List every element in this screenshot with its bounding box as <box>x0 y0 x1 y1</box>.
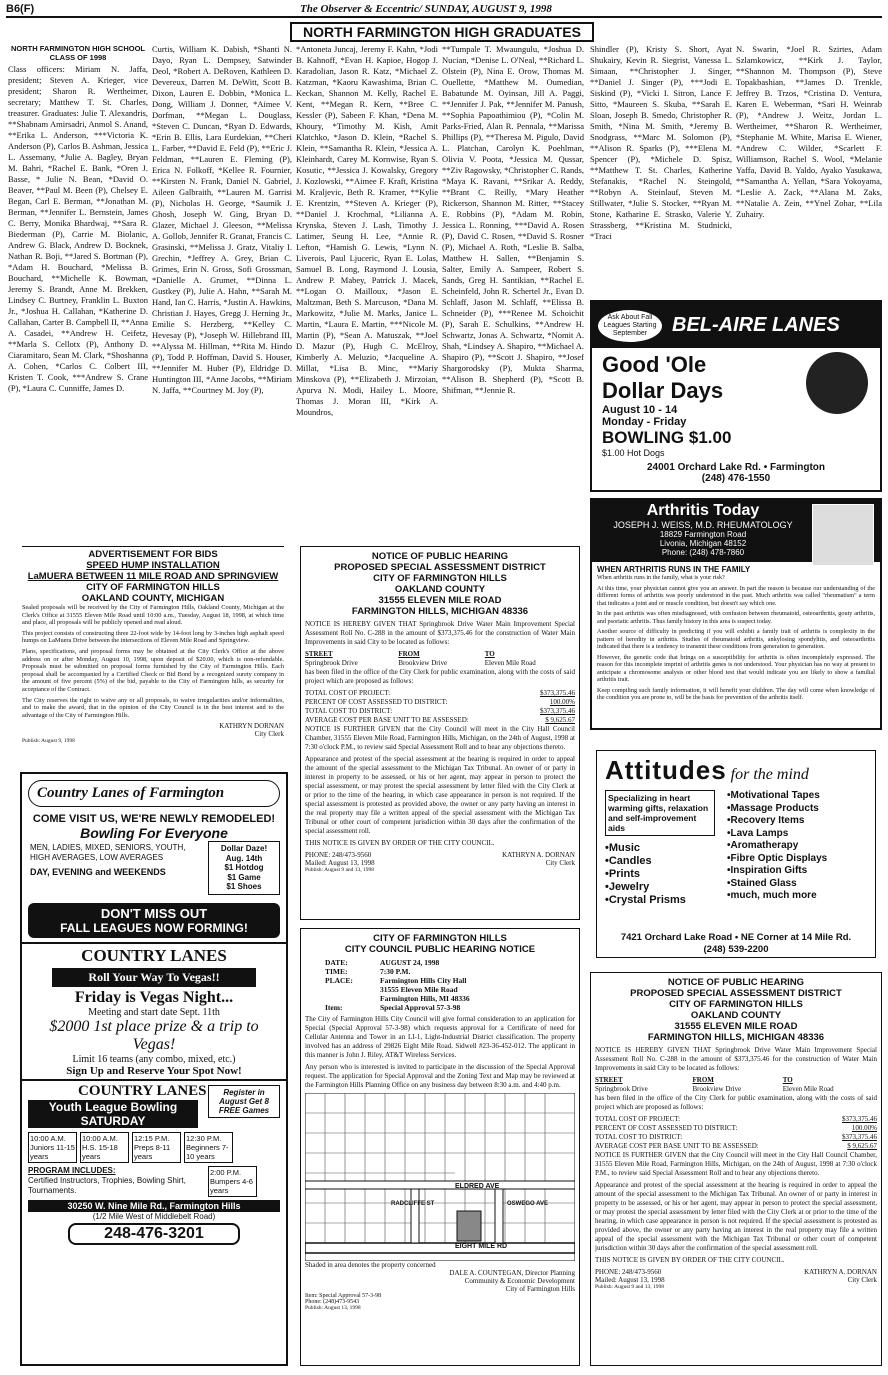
doctor-phone: Phone: (248) 478-7860 <box>661 548 745 557</box>
doctor-photo <box>812 504 874 566</box>
notice1-publish: Publish: August 9 and 13, 1998 <box>305 867 375 873</box>
bids-p1: Sealed proposals will be received by the City of Farmington Hills, Oakland County, Michigan at the Clerk's Office at 31555 Eleven Mile Road until 10:00 a.m., Tuesday, August 18, 1998, at which time and place, all proposals will be publicly opened and read aloud. <box>22 604 284 627</box>
bids-p4: The City reserves the right to waive any or all proposals, to waive irregularities and/or informalities, and to make the award, that in the opinion of the City Council is in the best interest and to the advantage of the City of Farmington Hills. <box>22 696 284 719</box>
dollar-daze-badge <box>208 841 280 895</box>
bids-publish: Publish: August 9, 1998 <box>22 738 75 745</box>
notice1-title-3: CITY OF FARMINGTON HILLS <box>373 573 507 584</box>
attitudes-right-item-2: •Recovery Items <box>727 815 805 826</box>
doctor-address-2: Livonia, Michigan 48152 <box>659 539 747 548</box>
notice1-title-5: 31555 ELEVEN MILE ROAD <box>378 595 502 606</box>
notice1-c3: TOTAL COST TO DISTRICT: <box>305 707 393 715</box>
good-ole-heading: Good 'Ole <box>602 352 707 377</box>
sign-up: Sign Up and Reserve Your Spot Now! <box>66 1065 242 1077</box>
grads-text-1: Class officers: Miriam N. Jaffa, president; Steven A. Krieger, vice president; Sharon R. Wertheimer, secretary; Matthew T. St. Charles, treasurer. Graduates: Julie T. Alexandris, **Shabnam Amirsadri, Anmol S. Anand, **Erika L. Anderson, ***Victoria K. Anderson (P), Carlos B. Ashman, Jessica L. Assemany, *Julie A. Bagley, Bryan M. Bahri, *Rachel E. Bank, *Oren J. Basse, * Julie N. Bean, *David O. Beaver, **Paul M. Been (P), Chelsey E. Began, Carl E. Berman, **Jonathan M. Berman, **Jennifer L. Bernstein, James C. Berry, Monika Bhardwaj, **Sara R. Biederman (P), Carrie M. Biolanic, Andrew G. Black, Andrew D. Bocknek, Nathan R. Boji, **Jared S. Bortman (P), *Adam H. Bouchard, *Melissa B. Bouchard, **Michelle K. Bowman, Jeremy S. Brandt, Anne M. Brekken, Lindsey C. Burtney, Franklin L. Buxton Jr., *Joshua H. Callahan, *Katherine D. Callahan, Carter B. Campbell II, **Anna A. Casadei, **Andrew H. Ceifetz, **Marla S. Cellotx (P), Anthony D. Ciaramitaro, Sean M. Clark, *Shoshanna A. Cohen, *Carlos C. Colbert III, Kristen T. Cook, ***Andrew S. Crane (P), *Laura C. Cunniffe, James D. <box>8 64 148 393</box>
hearing-publish: Publish: August 13, 1998 <box>305 1305 361 1311</box>
attitudes-title: Attitudes <box>605 755 727 785</box>
hearing-sig-1: DALE A. COUNTEGAN, Director Planning <box>449 1269 575 1277</box>
belaire-lanes-ad <box>590 300 882 492</box>
grads-column-6 <box>736 44 882 292</box>
bids-p3: Plans, specifications, and proposal forms may be obtained at the City Clerk's Office at the above address on or after Monday, August 10, 1998, upon deposit of $20.00, which is non-refundable. Proposals must be submitted on proposal forms furnished by the City of Farmington Hills. Each proposal shall be accompanied by a Certified Check or Bid Bond by a recognized surety company in the amount of five percent (5%) of the bid, payable to the City of Farmington hills, as security for acceptance of the Contract. <box>22 647 284 693</box>
arthritis-question: When arthritis runs in the family, what is your risk? <box>597 574 725 581</box>
dollar-daze-4: $1 Game <box>227 872 261 882</box>
notice1-cost-table <box>305 689 575 725</box>
meeting-date: Meeting and start date Sept. 11th <box>88 1007 220 1018</box>
attitudes-right-item-0: •Motivational Tapes <box>727 790 820 801</box>
dollar-daze-2: Aug. 14th <box>225 853 263 863</box>
hearing-phone: Phone: (248)473-9543 <box>305 1299 360 1305</box>
hearing-details <box>325 958 470 1012</box>
notice1-sig: KATHRYN A. DORNAN <box>502 851 575 859</box>
bids-notice <box>20 546 286 760</box>
arthritis-p1: At this time, your physician cannot give you an answer. In part the reason is because our understanding of the different forms of arthritis was poorly understood in the past. Much arthritis was called "rheumatism" a term that indicates a joint and or muscle condition, but doesn't say which one. <box>597 584 875 607</box>
hearing-sig-3: City of Farmington Hills <box>505 1285 575 1293</box>
notice2-mailed: Mailed: August 13, 1998 <box>595 1276 665 1284</box>
hearing-p2: Any person who is interested is invited to participate in the discussion of the Special Approval request. The application for Special Approval and the Zoning Text and Map may be reviewed at the Farmington Hills Planning Office on any business day between 8:30 a.m. and 4:40 p.m. <box>305 1063 575 1089</box>
bids-signature-title: City Clerk <box>254 730 284 739</box>
grads-text-3: *Antoneta Juncaj, Jeremy F. Kahn, *Jodi B. Kahnoff, *Evan H. Kapioe, Hogop J. Karadolian, Jason R. Katz, *Michael Z. Katzman, *Kaoru Kawashima, Brian C. Keckan, Shannon M. Kelly, Rachel E. Kent, **Megan R. Kern, **Bree C. Kessler (P), Sabeen F. Khan, *Dena M. Khoury, *Timothy M. Kish, Amit Klatchko, *Jason D. Klein, *Rachel S. Klein, **Samantha R. Klein, *Jessica A. Kleinhardt, Carey M. Kornwise, Ryan S. Kosutic, **Jessica J. Kowalsky, Gregory J. Kozlowski, **Aimee F. Kraft, Kristina M. Kraljevic, Beth R. Kramer, **Kylie E. Krentzin, **Steven A. Krieger (P), **Daniel J. Krochmal, *Lilianna A. Krynska, Steven J. Lash, Timothy J. Latimer, Seung H. Lee, *Annie R. Lefton, *Hamish G. Lewis, *Lynn N. Liverois, Paul Ljuceric, Ryan E. Lolas, Samuel B. Long, Raymond J. Lousia, Andrew P. Mabey, Patrick J. Macek, **Logan O. Mailloux, *Jason E. Maltzman, Beth S. Marcuson, *Dana M. Markowitz, *Julie M. Marks, Janice L. Martin, *Laura E. Martin, ***Nicole M. Martin (P), *Sean A. Matuszak, **Joel D. Mazur (P), Hugh C. McElroy, Kimberly A. Meluzio, *Jacqueline A. Millat, *Lisa B. Minc, **Mariy Minskova (P), **Elizabeth J. Mirzoian, Apurva N. Modi, Hailey L. Moore, Thomas J. Moran III, *Kirk A. Moundros, <box>296 44 438 417</box>
bids-title-3: LaMUERA BETWEEN 11 MILE ROAD AND SPRINGVIEW <box>27 571 279 582</box>
session-preps: 12:15 P.M. Preps 8-11 years <box>132 1132 181 1163</box>
notice2-title-5: 31555 ELEVEN MILE ROAD <box>674 1021 798 1032</box>
attitudes-specializing: Specializing in heart warming gifts, relaxation and self-improvement aids <box>605 790 715 836</box>
hearing-item-2: Item: Special Approval 57-3-98 <box>305 1293 382 1299</box>
map-radcliffe: RADCLIFFE ST <box>391 1201 435 1207</box>
notice2-publish: Publish: August 9 and 13, 1998 <box>595 1284 665 1290</box>
hearing-time-label: TIME: <box>325 967 348 976</box>
notice1-mailed: Mailed: August 13, 1998 <box>305 859 375 867</box>
arthritis-p5: Keep compiling such family information, it will benefit your children. The day will come when knowledge of the condition you are prone to, will be the basis for prevention of the arthritis itself. <box>597 686 875 701</box>
notice2-location-table <box>595 1076 877 1094</box>
attitudes-subtitle: for the mind <box>730 766 809 783</box>
notice1-location-table <box>305 650 575 668</box>
notice2-h-to: TO <box>782 1076 793 1084</box>
bids-title-2: SPEED HUMP INSTALLATION <box>86 560 220 571</box>
notice2-street: Springbrook Drive <box>595 1085 648 1093</box>
bids-signature: KATHRYN DORNAN <box>219 722 284 731</box>
country-lanes-ad <box>20 772 288 1366</box>
notice2-c2: PERCENT OF COST ASSESSED TO DISTRICT: <box>595 1124 738 1132</box>
attitudes-right-item-7: •Stained Glass <box>727 877 797 889</box>
country-lanes-address: 30250 W. Nine Mile Rd., Farmington Hills <box>28 1200 280 1212</box>
notice1-p4: Appearance and protest of the special assessment at the hearing is required in order to appeal the amount of the special assessment to the Michigan Tax Tribunal. An owner of or party in interest in property to be assessed, or his or her agent, may appear in person to protect the special assessment, or may protest the special assessment by letter filed with the City Clerk at or prior to the time of the hearing, in which case appearance in person is not required. If the special assessment is protested as provided above, the owner or any party having an interest in the real property may file a written appeal of the special assessment with the Michigan Tax Tribunal or other court of competent jurisdiction within 30 days after the confirmation of the special assessment roll. <box>305 755 575 835</box>
bids-p2: This project consists of constructing three 22-foot wide by 14-foot long by 3-inches high asphalt speed humps on LaMuera Drive between the intersections of Eleven Mile Road and Springview. <box>22 629 284 645</box>
map-caption: Shaded in area denotes the property concerned <box>305 1261 436 1269</box>
hearing-date: AUGUST 24, 1998 <box>380 958 440 967</box>
league-times: DAY, EVENING and WEEKENDS <box>30 867 166 877</box>
hearing-date-label: DATE: <box>325 958 348 967</box>
dollar-daze-5: $1 Shoes <box>226 882 262 891</box>
youth-league: Youth League Bowling <box>28 1100 198 1114</box>
notice2-title-6: FARMINGTON HILLS, MICHIGAN 48336 <box>647 1032 825 1043</box>
hearing-place-2: 31555 Eleven Mile Road <box>380 985 458 994</box>
dont-miss-out: DON'T MISS OUT <box>100 906 208 921</box>
notice2-sig-title: City Clerk <box>847 1276 877 1284</box>
notice2-v2: 100.00% <box>851 1124 877 1132</box>
hearing-sig-2: Community & Economic Development <box>464 1277 575 1285</box>
notice1-p3: NOTICE IS FURTHER GIVEN that the City Council will meet in the City Hall Council Chamber, 31555 Eleven Mile Road, Farmington Hills, Michigan, on the 24th of August, 1998 at 7:30 o'clock P.M., to review said Special Assessment Roll and to hear any objections thereto. <box>305 725 575 751</box>
attitudes-left-item-3: •Jewelry <box>605 881 650 893</box>
notice1-title-2: PROPOSED SPECIAL ASSESSMENT DISTRICT <box>334 562 546 573</box>
shaded-property <box>457 1211 481 1241</box>
belaire-dates: August 10 - 14 <box>602 404 678 416</box>
dollar-daze-3: $1 Hotdog <box>224 863 264 872</box>
notice1-p5: THIS NOTICE IS GIVEN BY ORDER OF THE CITY COUNCIL. <box>305 839 495 847</box>
hearing-title-1: CITY OF FARMINGTON HILLS <box>373 933 507 944</box>
session-beginners: 12:30 P.M. Beginners 7-10 years <box>184 1132 233 1163</box>
arthritis-p2: In the past arthritis was often misdiagnosed, with confusion between rheumatoid, osteoarthritis, gouty arthritis, and psoriatic arthritis. Thus family history in this area is suspect today. <box>597 610 875 625</box>
notice2-from: Brookview Drive <box>692 1085 742 1093</box>
attitudes-ad <box>596 750 876 958</box>
grads-text-2: Curtis, William K. Dabish, *Shanti N. Dayo, Ryan L. Dempsey, Satwinder Deol, *Robert A. DeRoven, Kathleen D. Devereux, Darren M. DeWitt, Scott B. Dixon, Lauren E. Dobbin, *Monica L. Dong, William J. Donner, *Aimee V. Dorfman, **Megan L. Douglass, *Steven C. Duncan, *Ryan D. Edwards, *Erin B. Ellis, Lara Eurdekian, **Cheri L. Farber, **David E. Feld (P), **Eric J. Feldman, **Lauren E. Fleming (P), Erica N. Folkoff, *Kellee R. Fournier, **Kirsten N. Frank, Daniel N. Gabriel, Aileen Galbraith, **Lauren M. Garrisi (P), Nicholas H. George, *Saumik J. Ghosh, Joseph W. Ging, Bryan D. Glazer, Michael J. Gleeson, **Melissa A. Gollob, Jennifer R. Granat, Francis C. Grasinski, **Melissa J. Gratz, Vitaliy I. Grechin, *Jeffrey A. Grey, Brian C. Grimes, Erin N. Gross, Sofi Grossman, *Danielle A. Grumet, **Dinna L. Gustkey (P), Julie A. Hahn, **Sarah M. Hand, Ian C. Harris, *Justin A. Hawkins, Christian J. Hayes, Gregg J. Herning Jr., Emilie S. Herzberg, **Kelley C. Hevesay (P), *Joseph W. Hillebrand III, **Alyssa M. Hillman, **Rita M. Hindo (P), Todd P. Hoffman, David S. Houser, **Jennifer M. Huber (P), Eldridge D. Huntington III, *Anne Jacobs, **Miriam N. Jaffa, **Courtney M. Joy (P), <box>152 44 292 395</box>
attitudes-right-item-1: •Massage Products <box>727 802 819 814</box>
attitudes-left-item-1: •Candles <box>605 855 652 867</box>
notice2-title-2: PROPOSED SPECIAL ASSESSMENT DISTRICT <box>630 988 842 999</box>
attitudes-left-item-0: •Music <box>605 842 641 854</box>
attitudes-right-item-5: •Fibre Optic Displays <box>727 852 828 864</box>
dollar-days-heading: Dollar Days <box>602 378 724 403</box>
notice1-from: Brookview Drive <box>398 659 448 667</box>
hearing-item-label: Item: <box>325 1003 343 1012</box>
notice1-c4: AVERAGE COST PER BASE UNIT TO BE ASSESSED: <box>305 716 469 724</box>
grads-column-4 <box>442 44 584 532</box>
bids-title-1: ADVERTISEMENT FOR BIDS <box>22 546 284 560</box>
session-juniors: 10:00 A.M. Juniors 11-15 years <box>28 1132 77 1163</box>
notice1-c2: PERCENT OF COST ASSESSED TO DISTRICT: <box>305 698 448 706</box>
hotdog-price: $1.00 Hot Dogs <box>602 448 665 458</box>
hearing-place-label: PLACE: <box>325 976 353 985</box>
attitudes-phone: (248) 539-2200 <box>703 944 769 955</box>
notice1-phone: PHONE: 248/473-9560 <box>305 851 372 859</box>
arthritis-p4: However, the genetic code that brings on a susceptibility for arthritis is often incompletely expressed. The reason for this incomplete imprint of arthritis genes is not understood. Your physician has no way at present to anticipate a chromosome analysis or other blood test that would indicate you are likely to show a familial arthritis trait. <box>597 653 875 683</box>
hearing-item: Special Approval 57-3-98 <box>380 1003 461 1012</box>
country-lanes-name-2: COUNTRY LANES <box>78 1083 207 1099</box>
notice2-cost-table <box>595 1115 877 1151</box>
notice2-p3: NOTICE IS FURTHER GIVEN that the City Council will meet in the City Hall Council Chamber, 31555 Eleven Mile Road, Farmington Hills, Michigan, on the 24th of August, 1998 at 7:30 o'clock P.M., to review said Special Assessment Roll and to hear any objections thereto. <box>595 1151 877 1177</box>
league-types: MEN, LADIES, MIXED, SENIORS, YOUTH, HIGH AVERAGES, LOW AVERAGES <box>30 843 186 862</box>
notice2-p5: THIS NOTICE IS GIVEN BY ORDER OF THE CITY COUNCIL. <box>595 1256 785 1264</box>
attitudes-right-item-6: •Inspiration Gifts <box>727 865 808 876</box>
notice2-sig: KATHRYN A. DORNAN <box>804 1268 877 1276</box>
doctor-address-1: 18829 Farmington Road <box>659 530 747 539</box>
notice1-h-street: STREET <box>305 650 333 658</box>
country-lanes-phone: 248-476-3201 <box>68 1223 240 1245</box>
notice2-h-street: STREET <box>595 1076 623 1084</box>
program-includes: Certified Instructors, Trophies, Bowling Shirt, Tournaments. <box>28 1176 186 1195</box>
notice2-phone: PHONE: 248/473-9560 <box>595 1268 662 1276</box>
country-lanes-address-2: (1/2 Mile West of Middlebelt Road) <box>92 1212 216 1221</box>
belaire-days: Monday - Friday <box>602 416 687 428</box>
grads-text-5: Shindler (P), Kristy S. Short, Ayat Shukairy, Kevin R. Siegrist, Vanessa L. Simaan, **Christopher J. Singer, **Daniel J. Singer (P), ***Jodi E. Siskind (P), *Vicki I. Sitron, Lance F. Sitto, *Maureen S. Skuba, **Sarah E. Sloan, Joseph B. Smedo, Christopher R. Smith, *Nina M. Smith, *Jeremy B. Snodgrass, **Marc M. Solomon (P), **Alison R. Sparks (P), ***Elena M. Spencer (P), *Michele D. Spisz, **Matthew T. St. Charles, Katherine Stefanakis, *Rachel N. Steingold, **Robyn A. Steinlauf, Steven M. Stillwater, *Julie S. Stocker, **Ryan M. Stone, Katharine E. Strasko, Valerie Y. Strassberg, **Kristina M. Studnicki, *Traci <box>590 44 732 241</box>
bowling-price: BOWLING $1.00 <box>602 428 732 447</box>
header-rule <box>6 16 882 18</box>
notice1-p2: has been filed in the office of the City Clerk for public examination, along with the costs of said project which are proposed as follows: <box>305 668 575 685</box>
grads-column-3 <box>296 44 438 532</box>
notice2-v4: $ 9,625.67 <box>847 1142 877 1150</box>
vegas-night: Friday is Vegas Night... <box>74 989 234 1006</box>
notice1-title-1: NOTICE OF PUBLIC HEARING <box>371 551 509 562</box>
grads-column-2 <box>152 44 292 532</box>
notice1-p1: NOTICE IS HEREBY GIVEN THAT Springbrook Drive Water Main Improvement Special Assessment Roll No. C-288 in the amount of $373,375.46 for the construction of Water Main Improvements in said City to be located as follows: <box>305 620 575 646</box>
attitudes-right-item-8: •much, much more <box>727 890 817 901</box>
newly-remodeled: COME VISIT US, WE'RE NEWLY REMODELED! <box>32 813 276 825</box>
fall-leagues-forming: FALL LEAGUES NOW FORMING! <box>60 921 248 935</box>
arthritis-title: Arthritis Today <box>646 502 760 519</box>
notice2-p4: Appearance and protest of the special assessment at the hearing is required in order to appeal the amount of the special assessment to the Michigan Tax Tribunal. An owner of or party in interest in property to be assessed, or his or her agent, may appear in person to protect the special assessment, or may protest the special assessment by letter filed with the City Clerk at or prior to the time of the hearing, in which case appearance in person is not required. If the special assessment is protested as provided above, the owner or any party having an interest in the real property may file a written appeal of the special assessment with the Michigan Tax Tribunal or other court of competent jurisdiction within 30 days after the confirmation of the special assessment roll. <box>595 1181 877 1252</box>
notice2-title-1: NOTICE OF PUBLIC HEARING <box>667 977 805 988</box>
saturday-label: SATURDAY <box>28 1114 198 1128</box>
belaire-logo: BEL-AIRE LANES <box>672 314 840 336</box>
attitudes-address: 7421 Orchard Lake Road • NE Corner at 14 Mile Rd. <box>620 932 852 943</box>
notice2-to: Eleven Mile Road <box>782 1085 834 1093</box>
notice2-p1: NOTICE IS HEREBY GIVEN THAT Springbrook Drive Water Main Improvement Special Assessment Roll No. C-288 in the amount of $373,375.46 for the construction of Water Main Improvements in said City to be located as follows: <box>595 1046 877 1072</box>
belaire-phone: (248) 476-1550 <box>701 473 771 484</box>
program-heading: PROGRAM INCLUDES: <box>28 1166 116 1175</box>
doctor-name: JOSEPH J. WEISS, M.D. RHEUMATOLOGY <box>613 520 793 530</box>
bids-title-5: OAKLAND COUNTY, MICHIGAN <box>81 593 225 604</box>
arthritis-heading: WHEN ARTHRITIS RUNS IN THE FAMILY <box>597 565 751 574</box>
country-lanes-title: Country Lanes of Farmington <box>28 780 280 807</box>
notice2-h-from: FROM <box>692 1076 714 1084</box>
notice1-v1: $373,375.46 <box>540 689 575 697</box>
notice1-to: Eleven Mile Road <box>484 659 536 667</box>
register-badge: Register in August Get 8 FREE Games <box>208 1085 280 1118</box>
vegas-prize: $2000 1st place prize & a trip to Vegas! <box>49 1018 259 1053</box>
arthritis-today-ad <box>590 498 882 730</box>
notice1-sig-title: City Clerk <box>545 859 575 867</box>
hearing-p1: The City of Farmington Hills City Council will give formal consideration to an application for Special (Special Approval 57-3-98) which requests approval for a Certificate of need for Cellular Antenna and Tower in an LI-1, Light-Industrial District classification. The property involved has an address of 29826 Eight Mile Road. Sidwell #23-36-452-012. The applicant in this manner is John J. Riley, AT&T Wireless Services. <box>305 1015 575 1059</box>
grads-text-4: **Tumpale T. Mwaungulu, *Joshua D. Nucian, *Denise L. O'Neal, **Richard L. Olstein (P), Nina E. Orow, Thomas M. Ouellette, *Matthew M. Oumedian, Babatunde M. Oyinsan, Jill A. Paggi, **Jennifer J. Pak, **Jennifer M. Panush, **Sophia Papoathimiou (P), *Colin M. Parks-Fried, Alan R. Pennala, **Marissa Phillips (P), **Theresa M. Pigulo, David L. Platchan, Carolyn K. Poehlman, Olivia V. Poota, *Jessica M. Qussar, **Ziv Ragowsky, *Christopher C. Rands, *Maya K. Ravani, **Srikar A. Reddy, **Brant C. Reilly, *Mary Heather Rickerson, Shannon M. Ritter, **Stacey E. Robbins (P), *Adam M. Robin, Jessica L. Ronning, ***David A. Rosen (P), David C. Rosen, **David S. Rosner (P), Michael A. Roth, *Leslie B. Salba, Matthew H. Sallen, **Benjamin S. Salter, Emily A. Sampeer, Robert S. Sands, Greg H. Santikian, **Rachel E. Scheinfeld, John R. Schertel Jr., Evan D. Schlaff, Jason M. Schlaff, **Elissa B. Schneider (P), ***Renee M. Schoichit (P), Sarah E. Schulkins, **Andrew H. Schwartz, Jonas A. Schwartz, *Nomit A. Shah, *Lindsey A. Shapiro, **Michael A. Shapiro (P), **Scott J. Shapiro, **Josef Shargorodsky (P), Mukta Sharma, **Alison B. Shepherd (P), *Scott B. Shifman, **Jennie R. <box>442 44 584 395</box>
hearing-place-3: Farmington Hills, MI 48336 <box>380 994 470 1003</box>
school-heading: NORTH FARMINGTON HIGH SCHOOL CLASS OF 1998 <box>10 44 146 62</box>
notice1-title-6: FARMINGTON HILLS, MICHIGAN 48336 <box>351 606 529 617</box>
map-eight-mile: EIGHT MILE RD <box>455 1243 508 1250</box>
notice2-c3: TOTAL COST TO DISTRICT: <box>595 1133 683 1141</box>
attitudes-right-list <box>727 790 827 907</box>
notice1-c1: TOTAL COST OF PROJECT: <box>305 689 391 697</box>
session-hs: 10:00 A.M. H.S. 15-18 years <box>80 1132 129 1163</box>
notice1-h-from: FROM <box>398 650 420 658</box>
attitudes-left-list <box>605 842 715 907</box>
notice2-title-4: OAKLAND COUNTY <box>690 1010 782 1021</box>
notice1-v2: 100.00% <box>549 698 575 706</box>
notice1-street: Springbrook Drive <box>305 659 358 667</box>
council-hearing-notice <box>300 928 580 1366</box>
graduates-banner: NORTH FARMINGTON HIGH GRADUATES <box>290 22 594 42</box>
fall-leagues-badge: Ask About Fall Leagues Starting September <box>598 310 662 342</box>
hearing-title-2: CITY COUNCIL PUBLIC HEARING NOTICE <box>344 944 536 955</box>
dollar-daze-1: Dollar Daze! <box>220 844 268 853</box>
map-oswego: OSWEGO AVE <box>507 1201 549 1207</box>
notice2-p2: has been filed in the office of the City Clerk for public examination, along with the costs of said project which are proposed as follows: <box>595 1094 877 1111</box>
country-lanes-name: COUNTRY LANES <box>81 946 227 965</box>
attitudes-left-item-2: •Prints <box>605 868 641 880</box>
notice1-v3: $373,375.46 <box>540 707 575 715</box>
bids-title-4: CITY OF FARMINGTON HILLS <box>86 582 220 593</box>
notice2-v1: $373,375.46 <box>842 1115 877 1123</box>
hearing-time: 7:30 P.M. <box>380 967 411 976</box>
notice2-c4: AVERAGE COST PER BASE UNIT TO BE ASSESSED: <box>595 1142 759 1150</box>
grads-column-5 <box>590 44 732 292</box>
zoning-map <box>305 1093 575 1261</box>
attitudes-right-item-4: •Aromatherapy <box>727 840 799 851</box>
attitudes-left-item-4: •Crystal Prisms <box>605 894 686 906</box>
roll-to-vegas: Roll Your Way To Vegas!! <box>52 968 256 987</box>
paper-dateline: The Observer & Eccentric/ SUNDAY, AUGUST 9, 1998 <box>300 3 552 15</box>
notice2-c1: TOTAL COST OF PROJECT: <box>595 1115 681 1123</box>
notice2-title-3: CITY OF FARMINGTON HILLS <box>669 999 803 1010</box>
assessment-notice-2 <box>590 972 882 1366</box>
arthritis-p3: Another source of difficulty in predicting if you will exhibit a family trait of arthritis is complexity in the pattern of heredity in arthritis. Studies of rheumatoid arthritis, ankylosing spondylitis, and osteoarthritis indicated that there is a tendency to transmit these conditions from generation to generation. <box>597 628 875 650</box>
notice1-title-4: OAKLAND COUNTY <box>394 584 486 595</box>
hearing-place-1: Farmington Hills City Hall <box>380 976 467 985</box>
bowling-ball-icon <box>806 352 868 414</box>
page-number: B6(F) <box>6 3 35 15</box>
bowling-for-everyone: Bowling For Everyone <box>80 825 228 841</box>
map-eldred: ELDRED AVE <box>455 1183 500 1190</box>
attitudes-right-item-3: •Lava Lamps <box>727 827 789 839</box>
assessment-notice-1 <box>300 546 580 920</box>
grads-column-1 <box>8 44 148 532</box>
notice1-v4: $ 9,625.67 <box>545 716 575 724</box>
notice2-v3: $373,375.46 <box>842 1133 877 1141</box>
team-limit: Limit 16 teams (any combo, mixed, etc.) <box>72 1054 236 1065</box>
grads-text-6: N. Swarin, *Joel R. Szirtes, Adam Szlamkowicz, **Kirk J. Taylor, **Shannon M. Thompson (P), Steve Topakbashian, **James D. Trenkle, Jeffrey B. Trzos, *Cristina D. Ventura, Karen E. Weberman, *Sari H. Weinrab (P), *Andrew J. Weitz, Jordan L. Wertheimer, **Sharon R. Wertheimer, *Stephanie M. White, Marisa E. Wiener, *Andrew C. Wilder, *Scarlett F. Williamson, Rachel S. Wool, *Melanie Yaffa, David B. Yaldo, Ayako Yasukawa, **Samantha A. Yellan, *Sara Yokoyama, *Leslie A. Zack, **Alana M. Zaks, **Natalie A. Zein, **Ynel Zohar, **Lila Zuhairy. <box>736 44 882 219</box>
session-bumpers: 2:00 P.M. Bumpers 4-6 years <box>208 1166 257 1197</box>
notice1-h-to: TO <box>484 650 495 658</box>
belaire-address: 24001 Orchard Lake Rd. • Farmington <box>647 462 825 473</box>
